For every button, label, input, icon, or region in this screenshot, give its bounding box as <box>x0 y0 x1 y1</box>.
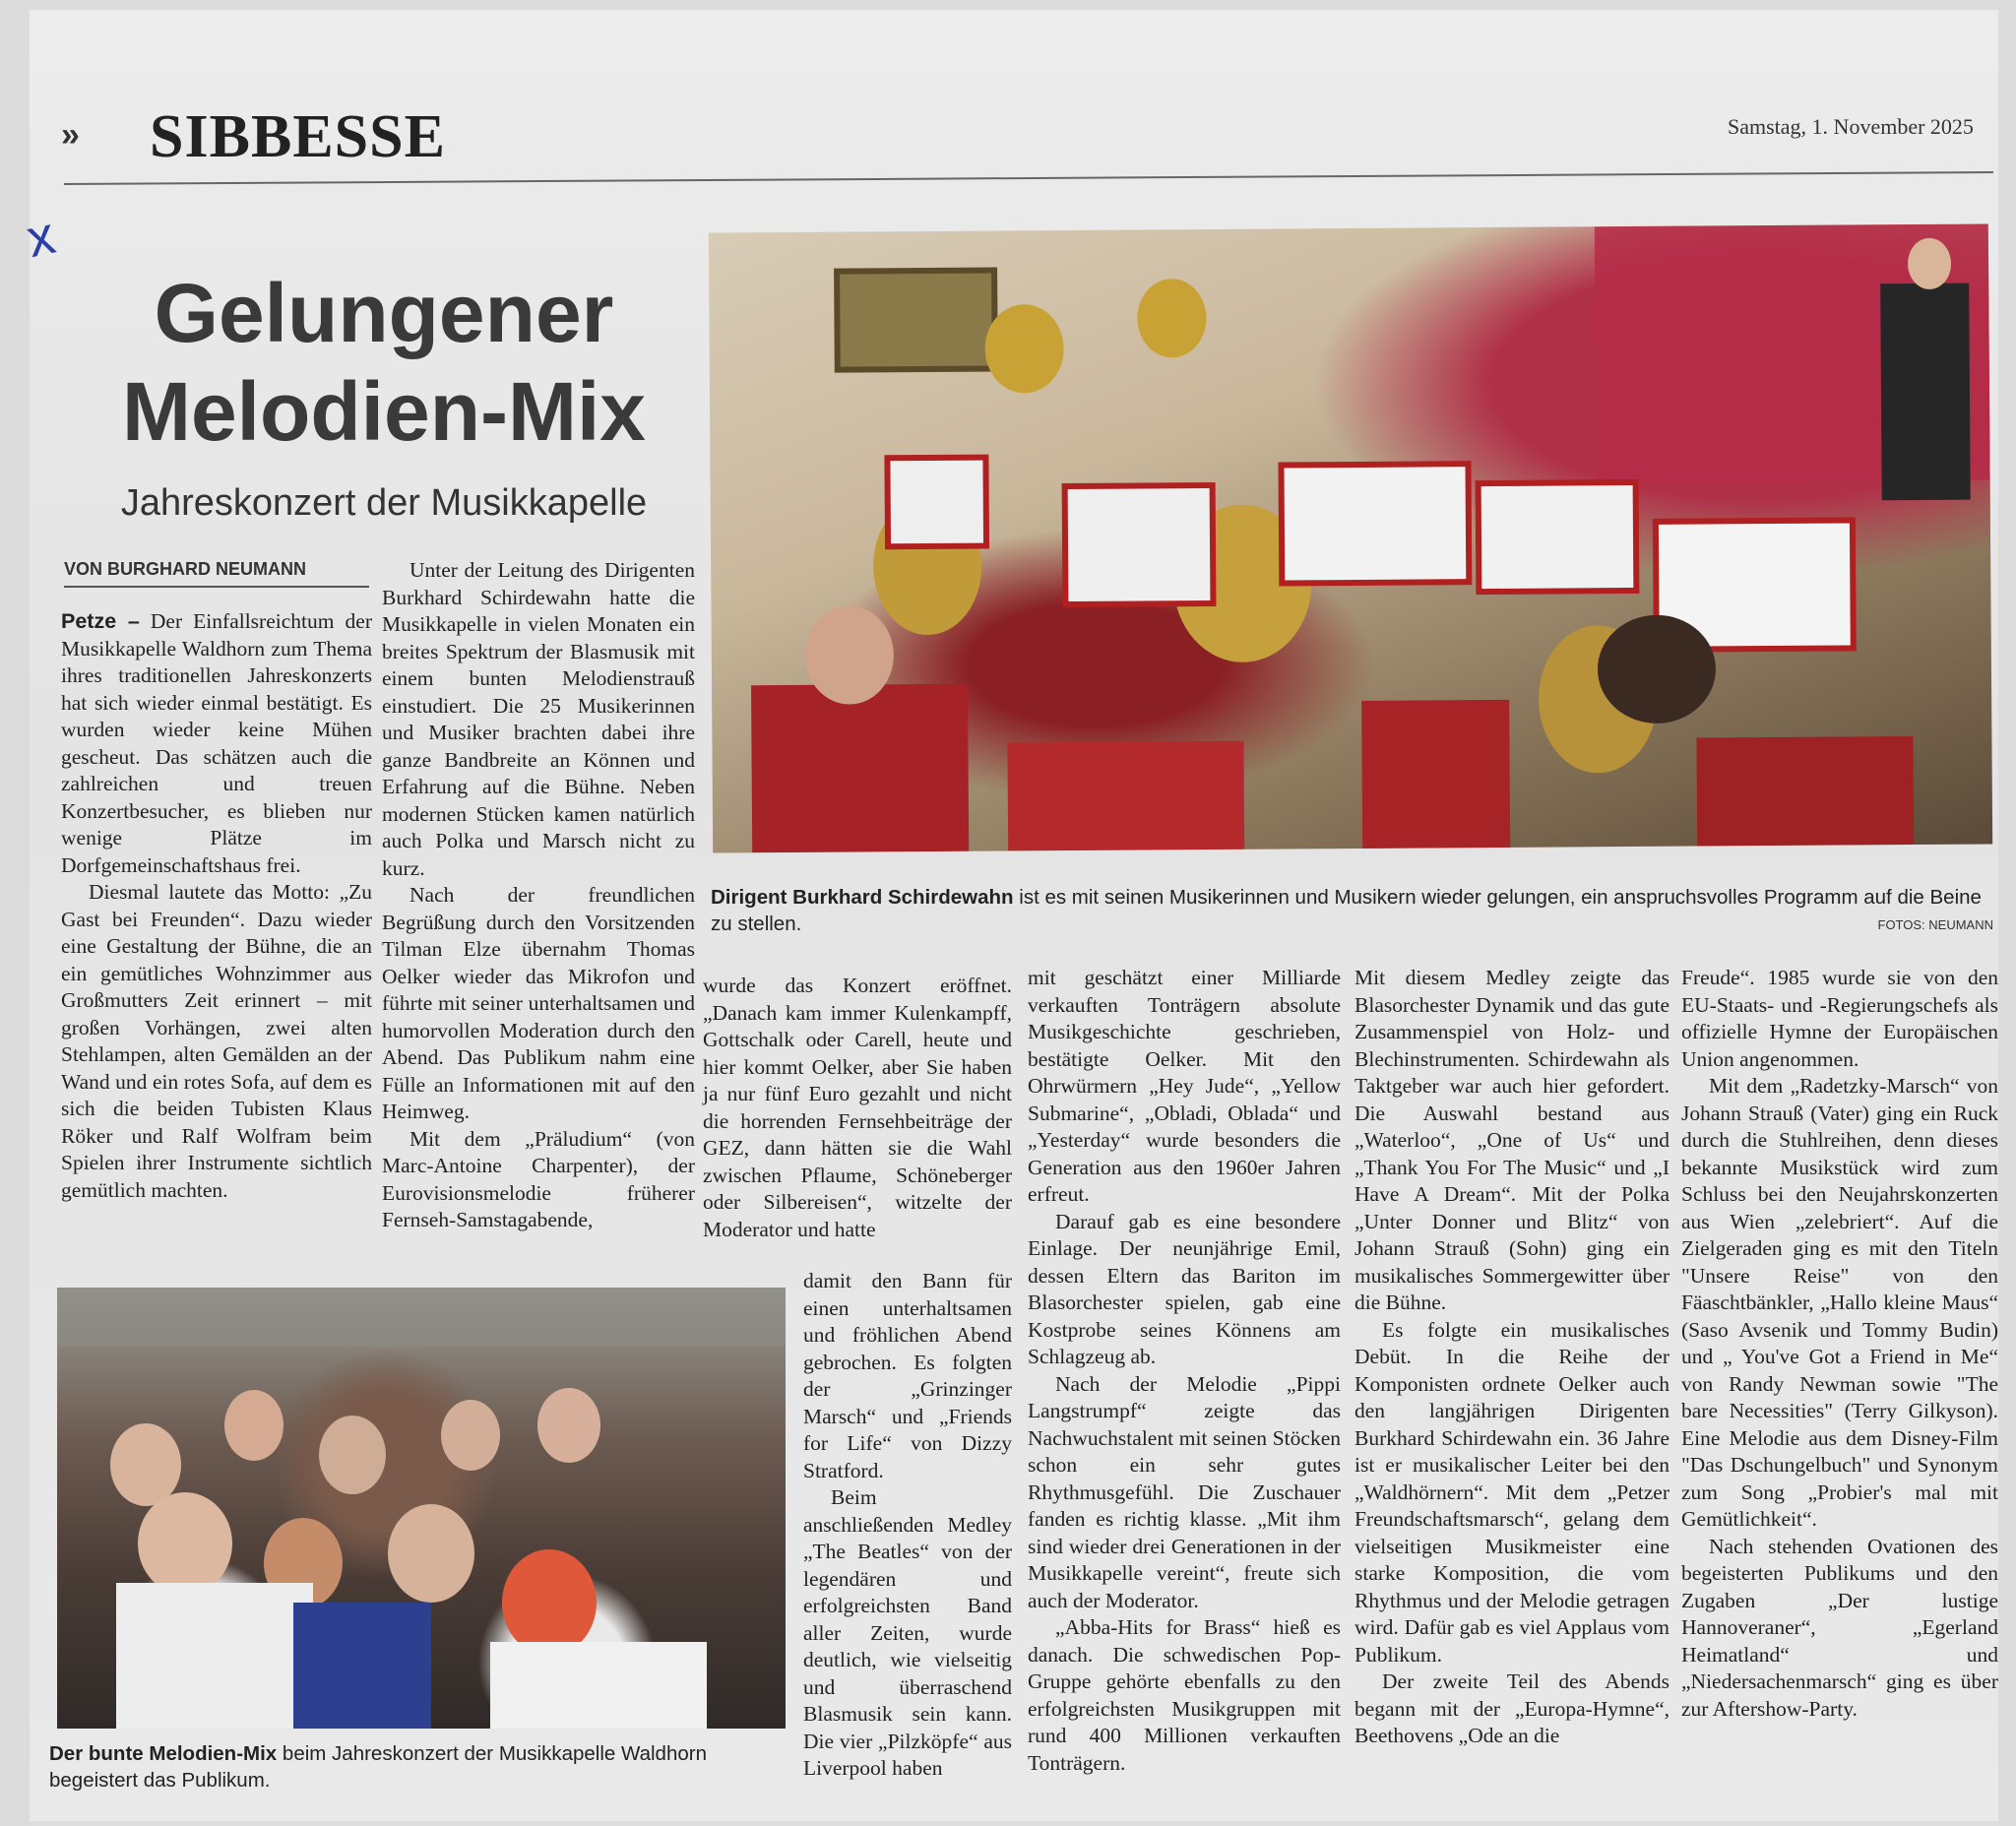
orchestra-caption-bold: Dirigent Burkhard Schirdewahn <box>711 886 1014 909</box>
audience-photo <box>57 1288 786 1729</box>
col5-paragraph-2: Es folgte ein musikalisches Debüt. In die Reihe der Komponisten ordnete Oelker auch den langjährigen Dirigenten Burkhard Schirdewahn ein. 36 Jahre ist er musikalischer Leiter bei den „Waldhörnern“. Mit dem „Petzer Freundschaftsmarsch“, gelang dem vielseitigen Musikmeister eine starke Komposition, die vom Rhythmus und der Melodie getragen wird. Dafür gab es viel Applaus vom Publikum. <box>1354 1317 1670 1667</box>
headline: Gelungener Melodien-Mix <box>121 267 646 458</box>
section-marker: » <box>61 116 80 154</box>
col2-paragraph-1: Unter der Leitung des Dirigenten Burkhard Schirdewahn hatte die Musikkapelle in vielen Monaten ein breites Spektrum der Blasmusik mit einem bunten Melodienstrauß einstudiert. Die 25 Musikerinnen und Musiker brachten dabei ihre ganze Bandbreite an Können und Erfahrung auf die Bühne. Neben modernen Stücken kamen natürlich auch Polka und Marsch nicht zu kurz. <box>382 558 695 880</box>
col4-paragraph-1: mit geschätzt einer Milliarde verkauften Tonträgern absolute Musikgeschichte geschrieben, bestätigte Oelker. Mit den Ohrwürmern „Hey Jude“, „Yellow Submarine“, „Obladi, Oblada“ und „Yesterday“ wurde besonders die Generation aus den 1960er Jahren erfreut. <box>1028 966 1341 1206</box>
orchestra-caption-text: ist es mit seinen Musikerinnen und Musikern wieder gelungen, ein anspruchsvolles Programm auf die Beine zu stellen. <box>711 886 1982 935</box>
byline: VON BURGHARD NEUMANN <box>64 559 369 588</box>
column-4 <box>1028 965 1341 1777</box>
col3-paragraph-1: damit den Bann für einen unterhaltsamen und fröhlichen Abend gebrochen. Es folgten der „Grinzinger Marsch“ und „Friends for Life“ von Dizzy Stratford. <box>803 1269 1012 1482</box>
audience-photo-graphic <box>57 1288 786 1729</box>
col4-paragraph-4: „Abba-Hits for Brass“ hieß es danach. Die schwedischen Pop-Gruppe gehörte ebenfalls zu den erfolgreichsten Musikgruppen mit rund 400 Millionen verkauften Tonträgern. <box>1028 1615 1341 1775</box>
issue-date: Samstag, 1. November 2025 <box>1728 114 1974 139</box>
col5-paragraph-1: Mit diesem Medley zeigte das Blasorchester Dynamik und das gute Zusammenspiel von Holz- und Blechinstrumenten. Schirdewahn als Taktgeber war auch hier gefordert. Die Auswahl bestand aus „Waterloo“, „One of Us“ und „Thank You For The Music“ und „I Have A Dream“. Mit der Polka „Unter Donner und Blitz“ von Johann Strauß (Sohn) ging ein musikalisches Sommergewitter über die Bühne. <box>1354 966 1670 1314</box>
audience-photo-caption <box>49 1740 797 1794</box>
dateline: Petze – <box>61 609 140 633</box>
column-5 <box>1354 965 1670 1750</box>
column-3-top <box>703 973 1012 1243</box>
column-2 <box>382 557 695 1234</box>
col2-paragraph-2: Nach der freundlichen Begrüßung durch den Vorsitzenden Tilman Elze übernahm Thomas Oelker wieder das Mikrofon und führte mit seiner unterhaltsamen und humorvollen Moderation durch den Abend. Das Publikum nahm eine Fülle an Informationen mit auf den Heimweg. <box>382 883 695 1123</box>
col3-paragraph-2: Beim anschließenden Medley „The Beatles“ von der legendären und erfolgreichsten Band aller Zeiten, wurde deutlich, wie vielseitig und überraschend Blasmusik sein kann. Die vier „Pilzköpfe“ aus Liverpool haben <box>803 1485 1012 1780</box>
orchestra-photo <box>709 223 1992 852</box>
col6-paragraph-1: Freude“. 1985 wurde sie von den EU-Staats- und -Regierungschefs als offizielle Hymne der Europäischen Union angenommen. <box>1681 966 1998 1071</box>
column-6 <box>1681 965 1998 1723</box>
audience-caption-bold: Der bunte Melodien-Mix <box>49 1742 278 1765</box>
audience-caption-text: beim Jahreskonzert der Musikkapelle Waldhorn begeistert das Publikum. <box>49 1742 707 1792</box>
col3-top-text: wurde das Konzert eröffnet. „Danach kam immer Kulenkampff, Gottschalk oder Carell, heute und hier kommt Oelker, aber Sie haben ja nur fünf Euro gezahlt und nicht die horrenden Fernsehbeiträge der GEZ, dann hätten sie die Wahl zwischen Pflaume, Schöneberger oder Silbereisen“, witzelte der Moderator und hatte <box>703 974 1012 1241</box>
col6-paragraph-3: Nach stehenden Ovationen des begeisterten Publikums und den Zugaben „Der lustige Hannoveraner“, „Egerland Heimatland“ und „Niedersachenmarsch“ ging es über zur Aftershow-Party. <box>1681 1534 1998 1721</box>
col1-paragraph-2: Diesmal lautete das Motto: „Zu Gast bei Freunden“. Dazu wieder eine Gestaltung der Bühne, die an ein gemütliches Wohnzimmer aus Großmutters Zeit erinnert – mit großen Vorhängen, zwei alten Stehlampen, alten Gemälden an der Wand und ein rotes Sofa, auf dem es sich die beiden Tubisten Klaus Röker und Ralf Wolfram beim Spielen ihrer Instrumente sichtlich gemütlich machten. <box>61 880 372 1202</box>
column-3-bottom <box>803 1268 1012 1783</box>
col6-paragraph-2: Mit dem „Radetzky-Marsch“ von Johann Strauß (Vater) ging ein Ruck durch die Stuhlreihen, denn dieses bekannte Musikstück wird zum Schluss bei den Neujahrskonzerten aus Wien „zelebriert“. Auf die Zielgeraden ging es mit den Titeln "Unsere Reise" von den Fäaschtbänkler, „Hallo kleine Maus“ (Saso Avsenik und Tommy Budin) und „ You've Got a Friend in Me“ von Randy Newman sowie "The bare Necessities" (Terry Gilkyson). Eine Melodie aus dem Disney-Film "Das Dschungelbuch" und Synonym zum Song „Probier's mal mit Gemütlichkeit“. <box>1681 1074 1998 1531</box>
col2-paragraph-3: Mit dem „Präludium“ (von Marc-Antoine Charpenter), der Eurovisionsmelodie früherer Fernseh-Samstagabende, <box>382 1126 695 1231</box>
subheadline: Jahreskonzert der Musikkapelle <box>120 482 648 524</box>
orchestra-photo-graphic <box>709 223 1992 852</box>
photo-credit: FOTOS: NEUMANN <box>1877 917 1993 932</box>
col4-paragraph-3: Nach der Melodie „Pippi Langstrumpf“ zeigte das Nachwuchstalent mit seinen Stöcken schon ein sehr gutes Rhythmusgefühl. Die Zuschauer fanden es richtig klasse. „Mit ihm sind wieder drei Generationen in der Musikkapelle vereint“, freute sich auch der Moderator. <box>1028 1371 1341 1612</box>
pen-mark: x <box>22 205 60 270</box>
section-title: SIBBESSE <box>150 103 446 170</box>
col5-paragraph-3: Der zweite Teil des Abends begann mit der „Europa-Hymne“, Beethovens „Ode an die <box>1354 1669 1670 1747</box>
col1-paragraph-1: Der Einfallsreichtum der Musikkapelle Waldhorn zum Thema ihres traditionellen Jahreskonzerts hat sich wieder einmal bestätigt. Es wurden wieder keine Mühen gescheut. Das schätzen auch die zahlreichen und treuen Konzertbesucher, es blieben nur wenige Plätze im Dorfgemeinschaftshaus frei. <box>61 609 372 877</box>
column-1 <box>61 608 372 1204</box>
col4-paragraph-2: Darauf gab es eine besondere Einlage. Der neunjährige Emil, dessen Eltern das Bariton im Blasorchester spielen, gab eine Kostprobe seines Könnens am Schlagzeug ab. <box>1028 1209 1341 1368</box>
